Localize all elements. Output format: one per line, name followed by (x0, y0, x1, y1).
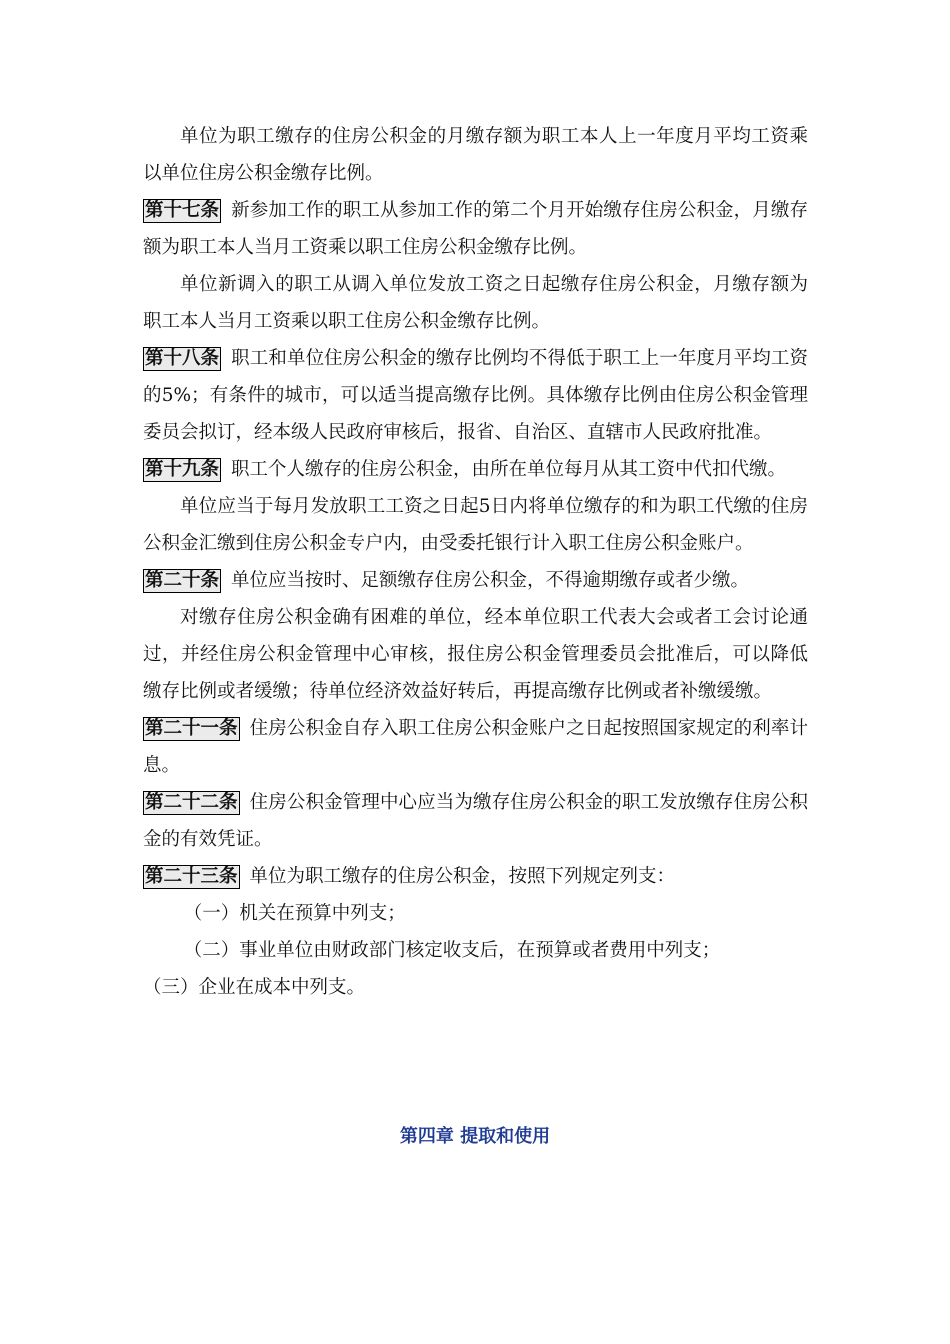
paragraph-text: 单位为职工缴存的住房公积金的月缴存额为职工本人上一年度月平均工资乘以单位住房公积金缴存比例。 (143, 126, 808, 184)
paragraph-text: 单位新调入的职工从调入单位发放工资之日起缴存住房公积金，月缴存额为职工本人当月工资乘以职工住房公积金缴存比例。 (143, 274, 808, 332)
article-21 (143, 710, 808, 784)
article-text: 新参加工作的职工从参加工作的第二个月开始缴存住房公积金，月缴存额为职工本人当月工资乘以职工住房公积金缴存比例。 (143, 200, 808, 258)
article-18 (143, 340, 808, 451)
article-label: 第十七条 (145, 200, 220, 221)
paragraph (143, 488, 808, 562)
list-item (143, 895, 808, 932)
paragraph (143, 118, 808, 192)
paragraph (143, 266, 808, 340)
article-17 (143, 192, 808, 266)
article-text: 单位为职工缴存的住房公积金，按照下列规定列支： (249, 866, 676, 887)
article-23 (143, 858, 808, 895)
article-label: 第十八条 (145, 348, 220, 369)
article-19 (143, 451, 808, 488)
article-label: 第二十一条 (145, 718, 238, 739)
article-label: 第二十三条 (145, 866, 238, 887)
article-text: 住房公积金管理中心应当为缴存住房公积金的职工发放缴存住房公积金的有效凭证。 (143, 792, 808, 850)
article-text: 单位应当按时、足额缴存住房公积金，不得逾期缴存或者少缴。 (231, 570, 750, 591)
paragraph-text: 单位应当于每月发放职工工资之日起5日内将单位缴存的和为职工代缴的住房公积金汇缴到住房公积金专户内，由受委托银行计入职工住房公积金账户。 (143, 496, 808, 554)
article-text: 住房公积金自存入职工住房公积金账户之日起按照国家规定的利率计息。 (143, 718, 808, 776)
list-item (143, 932, 808, 969)
document-body (143, 118, 808, 1006)
paragraph-text: 对缴存住房公积金确有困难的单位，经本单位职工代表大会或者工会讨论通过，并经住房公积金管理中心审核，报住房公积金管理委员会批准后，可以降低缴存比例或者缓缴；待单位经济效益好转后，再提高缴存比例或者补缴缓缴。 (143, 607, 808, 702)
list-item-text: （三）企业在成本中列支。 (143, 977, 366, 998)
list-item-text: （二）事业单位由财政部门核定收支后，在预算或者费用中列支； (183, 940, 721, 961)
chapter-heading: 第四章 提取和使用 (399, 1126, 551, 1147)
paragraph (143, 599, 808, 710)
article-label: 第二十二条 (145, 792, 238, 813)
article-text: 职工和单位住房公积金的缴存比例均不得低于职工上一年度月平均工资的5%；有条件的城市，可以适当提高缴存比例。具体缴存比例由住房公积金管理委员会拟订，经本级人民政府审核后，报省、自治区、直辖市人民政府批准。 (143, 348, 808, 443)
article-label: 第十九条 (145, 459, 220, 480)
list-item-text: （一）机关在预算中列支； (183, 903, 406, 924)
article-22 (143, 784, 808, 858)
article-text: 职工个人缴存的住房公积金，由所在单位每月从其工资中代扣代缴。 (231, 459, 787, 480)
article-label: 第二十条 (145, 570, 220, 591)
article-20 (143, 562, 808, 599)
list-item (143, 969, 808, 1006)
